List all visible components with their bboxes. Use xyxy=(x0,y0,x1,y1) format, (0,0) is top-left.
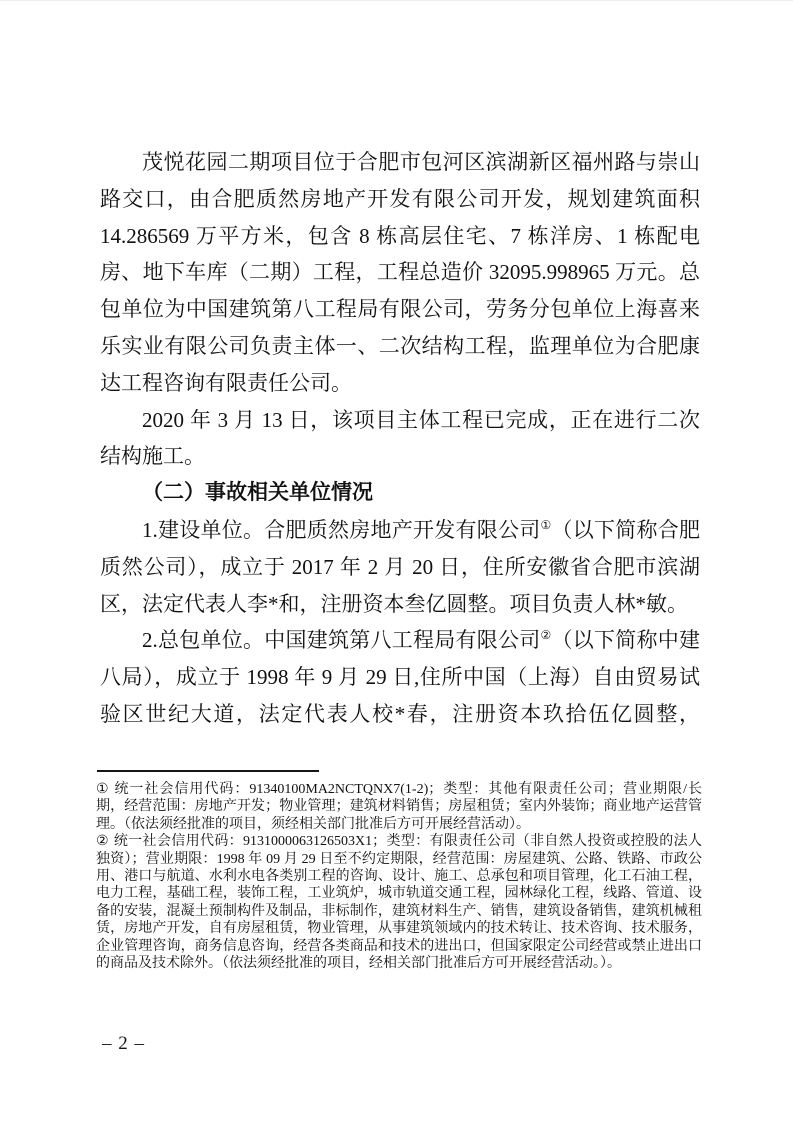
footnote-separator xyxy=(97,770,319,772)
paragraph-general-contractor xyxy=(100,622,700,732)
footnote-2-marker: ② xyxy=(96,834,109,850)
paragraph-text: 1.建设单位。合肥质然房地产开发有限公司 xyxy=(142,517,541,542)
paragraph-text: （以下简称中建八局），成立于 1998 年 9 月 29 日,住所中国（上海）自由贸易试验区世纪大道，法定代表人校*春，注册资本玖拾伍亿圆整， xyxy=(100,628,701,726)
footnote-1 xyxy=(96,781,702,833)
paragraph-text: （以下简称合肥质然公司），成立于 2017 年 2 月 20 日，住所安徽省合肥市滨湖区，法定代表人李*和，注册资本叁亿圆整。项目负责人林*敏。 xyxy=(100,517,701,616)
footnote-1-marker: ① xyxy=(96,782,110,797)
paragraph-construction-unit xyxy=(100,512,700,622)
footnote-section xyxy=(96,781,702,972)
footnote-ref-1: ① xyxy=(540,517,552,532)
paragraph-text: 2020 年 3 月 13 日，该项目主体工程已完成，正在进行二次结构施工。 xyxy=(100,407,700,469)
footnote-1-text: 统一社会信用代码：91340100MA2NCTQNX7(1-2)；类型：其他有限责任公司；营业期限/长期，经营范围：房地产开发；物业管理；建筑材料销售；房屋租赁；室内外装饰；商业地产运营管理。（依法须经批准的项目，须经相关部门批准后方可开展经营活动）。 xyxy=(96,782,702,832)
footnote-2 xyxy=(96,833,702,972)
footnote-ref-2: ② xyxy=(540,628,552,643)
footnote-2-text: 统一社会信用代码：9131000063126503X1；类型：有限责任公司（非自然人投资或控股的法人独资）；营业期限：1998 年 09 月 29 日至不约定期限，经营范围：房屋建筑、公路、铁路、市政公用、港口与航道、水利水电各类别工程的咨询、设计、施工、总承包和项目管理，化工石油工程，电力工程，基础工程，装饰工程，工业筑炉，城市轨道交通工程，园林绿化工程，线路、管道、设备的安装，混凝土预制构件及制品，非标制作，建筑材料生产、销售，建筑设备销售，建筑机械租赁，房地产开发，自有房屋租赁，物业管理，从事建筑领域内的技术转让、技术咨询、技术服务，企业管理咨询，商务信息咨询，经营各类商品和技术的进出口，但国家限定公司经营或禁止进出口的商品及技术除外。（依法须经批准的项目，经相关部门批准后方可开展经营活动。）。 xyxy=(96,834,703,972)
paragraph-project-status xyxy=(100,402,700,476)
page-number: – 2 – xyxy=(102,1033,145,1054)
document-body xyxy=(100,144,700,733)
section-heading-related-units xyxy=(100,475,700,512)
paragraph-project-overview xyxy=(100,144,700,402)
paragraph-text: 2.总包单位。中国建筑第八工程局有限公司 xyxy=(142,628,541,653)
paragraph-text: 茂悦花园二期项目位于合肥市包河区滨湖新区福州路与崇山路交口，由合肥质然房地产开发有限公司开发，规划建筑面积 14.286569 万平方米，包含 8 栋高层住宅、7 栋洋房、1 栋配电房、地下车库（二期）工程，工程总造价 32095.998965 万元。总包单位为中国建筑第八工程局有限公司，劳务分包单位上海喜来乐实业有限公司负责主体一、二次结构工程，监理单位为合肥康达工程咨询有限责任公司。 xyxy=(100,150,700,395)
section-heading-text: （二）事故相关单位情况 xyxy=(142,481,373,505)
